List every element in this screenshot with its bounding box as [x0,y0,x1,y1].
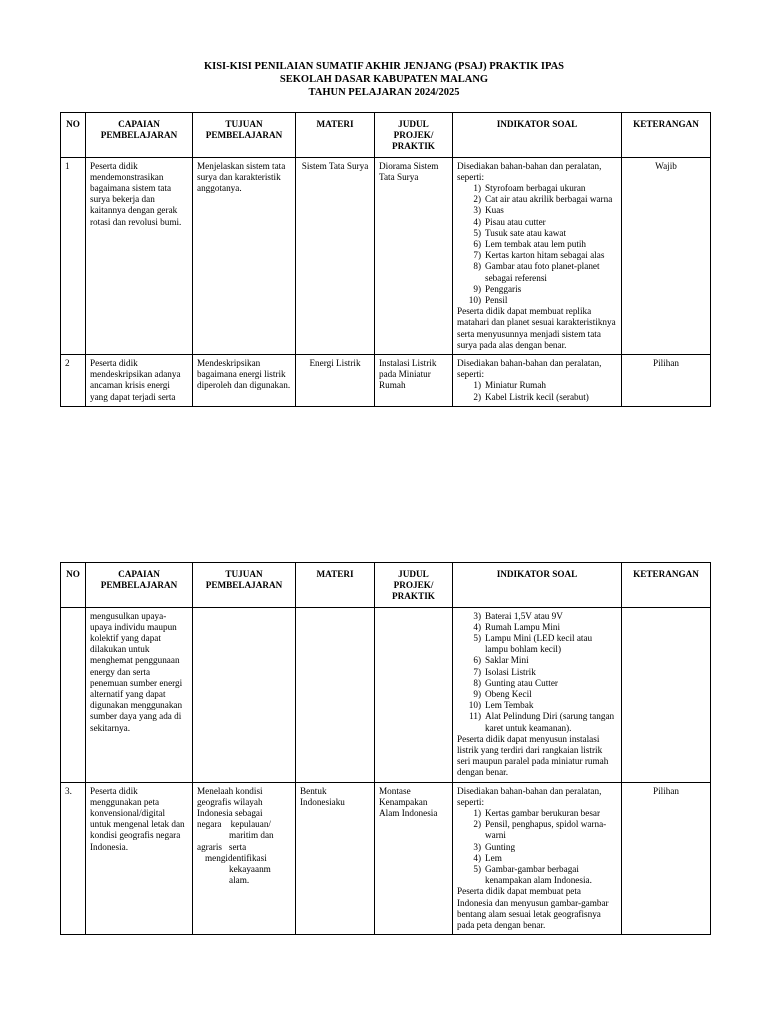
list-item: 9) Penggaris [473,283,522,294]
col-header-capaian: CAPAIAN PEMBELAJARAN [86,113,193,158]
col-header-tujuan: TUJUAN PEMBELAJARAN [193,113,296,158]
col-header-judul: JUDUL PROJEK/ PRAKTIK [375,113,453,158]
indikator-intro: Disediakan bahan-bahan dan peralatan, seperti: [457,160,602,182]
row-no: 1 [61,157,86,354]
row-capaian: mengusulkan upaya-upaya individu maupun kolektif yang dapat dilakukan untuk menghemat penggunaan energy dan serta penemuan sumber energi alternatif yang dapat digunakan menggunakan sumber daya yang ada di sekitarnya. [86,607,193,782]
row-materi [296,607,375,782]
row-keterangan: Wajib [622,157,711,354]
row-capaian: Peserta didik mendemonstrasikan bagaimana sistem tata surya bekerja dan kaitannya dengan gerak rotasi dan revolusi bumi. [86,157,193,354]
row-judul: Instalasi Listrik pada Miniatur Rumah [375,355,453,407]
row-no [61,607,86,782]
table-row [61,782,711,935]
list-item: 8) Gunting atau Cutter [473,677,558,688]
col-header-indikator: INDIKATOR SOAL [453,563,622,608]
list-item: 9) Obeng Kecil [473,689,532,700]
col-header-no: NO [61,563,86,608]
indikator-intro: Disediakan bahan-bahan dan peralatan, seperti: [457,358,602,380]
row-tujuan: Mendeskripsikan bagaimana energi listrik diperoleh dan digunakan. [193,355,296,407]
kisi-kisi-table-page-1 [60,112,711,407]
list-item: 5) Tusuk sate atau kawat [473,227,567,238]
row-judul: Montase Kenampakan Alam Indonesia [375,782,453,935]
list-item: 1) Styrofoam berbagai ukuran [473,183,586,194]
list-item: 10) Pensil [468,295,508,306]
list-item: 4) Pisau atau cutter [473,216,546,227]
list-item: 2) Kabel Listrik kecil (serabut) [473,391,589,402]
materials-list [457,183,617,306]
col-header-materi: MATERI [296,563,375,608]
list-item: 1) Miniatur Rumah [473,380,546,391]
row-tujuan [193,607,296,782]
list-item: 5) Lampu Mini (LED kecil atau lampu bohlam kecil) [473,633,593,655]
list-item: 1) Kertas gambar berukuran besar [473,808,601,819]
list-item: 5) Gambar-gambar berbagai kenampakan alam Indonesia. [473,864,592,886]
table-header-row [61,113,711,158]
col-header-keterangan: KETERANGAN [622,563,711,608]
row-no: 3. [61,782,86,935]
list-item: 7) Isolasi Listrik [473,666,536,677]
list-item: 3) Kuas [473,205,504,216]
row-keterangan: Pilihan [622,355,711,407]
list-item: 8) Gambar atau foto planet-planet sebagai referensi [473,261,600,283]
indikator-outro: Peserta didik dapat membuat replika matahari dan planet sesuai karakteristiknya serta menyusunnya menjadi sistem tata surya pada alas dengan benar. [457,306,616,350]
list-item: 4) Rumah Lampu Mini [473,621,561,632]
school-name: SEKOLAH DASAR KABUPATEN MALANG [279,74,489,85]
col-header-indikator: INDIKATOR SOAL [453,113,622,158]
row-indikator [453,607,622,782]
col-header-judul: JUDUL PROJEK/ PRAKTIK [375,563,453,608]
col-header-materi: MATERI [296,113,375,158]
list-item: 2) Cat air atau akrilik berbagai warna [473,194,613,205]
table-row [61,157,711,354]
table-header-row [61,563,711,608]
row-no: 2 [61,355,86,407]
document-title: KISI-KISI PENILAIAN SUMATIF AKHIR JENJANG (PSAJ) PRAKTIK IPAS [203,61,565,72]
list-item: 3) Baterai 1,5V atau 9V [473,610,563,621]
row-tujuan: Menelaah kondisi geografis wilayah Indonesia sebagai negara kepulauan/ maritim dan agraris serta mengidentifikasi kekayaanm alam. [193,782,296,935]
list-item: 4) Lem [473,852,502,863]
row-judul [375,607,453,782]
row-judul: Diorama Sistem Tata Surya [375,157,453,354]
list-item: 6) Lem tembak atau lem putih [473,239,587,250]
indikator-outro: Peserta didik dapat membuat peta Indonesia dan menyusun gambar-gambar bentang alam sesuai letak geografisnya pada peta dengan benar. [457,886,609,931]
table-row [61,355,711,407]
col-header-keterangan: KETERANGAN [622,113,711,158]
list-item: 6) Saklar Mini [473,655,529,666]
materials-list [457,380,617,402]
list-item: 2) Pensil, penghapus, spidol warna-warni [473,819,607,841]
list-item: 10) Lem Tembak [468,700,534,711]
row-keterangan: Pilihan [622,782,711,935]
kisi-kisi-table-page-2 [60,562,711,935]
row-capaian: Peserta didik menggunakan peta konvensional/digital untuk mengenal letak dan kondisi geografis negara Indonesia. [86,782,193,935]
list-item: 3) Gunting [473,841,516,852]
row-materi: Sistem Tata Surya [296,157,375,354]
row-tujuan: Menjelaskan sistem tata surya dan karakteristik anggotanya. [193,157,296,354]
row-capaian: Peserta didik mendeskripsikan adanya ancaman krisis energi yang dapat terjadi serta [86,355,193,407]
indikator-outro: Peserta didik dapat menyusun instalasi listrik yang terdiri dari rangkaian listrik seri maupun paralel pada miniatur rumah dengan benar. [457,733,609,778]
academic-year: TAHUN PELAJARAN 2024/2025 [308,87,460,98]
row-keterangan [622,607,711,782]
row-materi: Energi Listrik [296,355,375,407]
row-indikator [453,782,622,935]
col-header-no: NO [61,113,86,158]
col-header-capaian: CAPAIAN PEMBELAJARAN [86,563,193,608]
list-item: 7) Kertas karton hitam sebagai alas [473,250,605,261]
indikator-intro: Disediakan bahan-bahan dan peralatan, seperti: [457,785,602,807]
row-materi: Bentuk Indonesiaku [296,782,375,935]
materials-list [457,611,617,734]
col-header-tujuan: TUJUAN PEMBELAJARAN [193,563,296,608]
row-indikator [453,157,622,354]
row-indikator [453,355,622,407]
table-row [61,607,711,782]
materials-list [457,808,617,886]
list-item: 11) Alat Pelindung Diri (sarung tangan karet untuk keamanan). [469,711,615,733]
